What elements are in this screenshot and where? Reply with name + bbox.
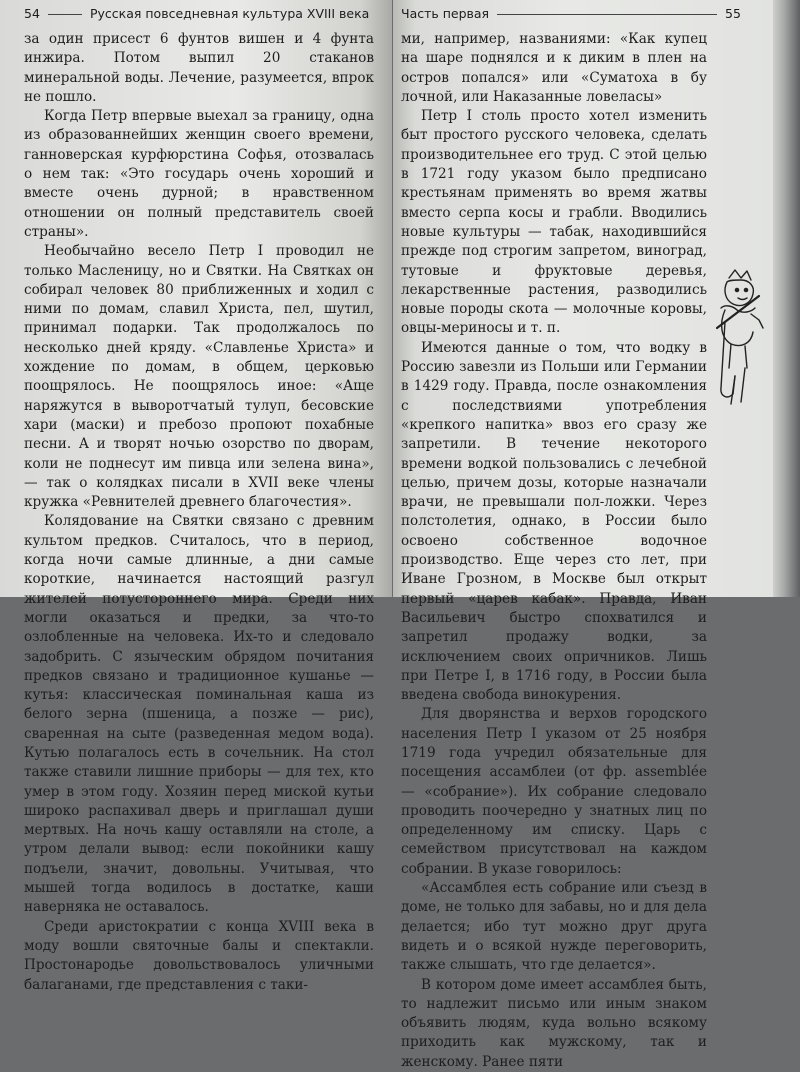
paragraph: Когда Петр впервые выехал за границу, одна из образованнейших женщин своего времени, ганноверская курфюрстина Софья, отозвалась о нем так: «Это государь очень хороший и вместе очень дурной; в нравственном отношении он полный представитель своей страны». [24,108,374,240]
paragraph: ми, например, названиями: «Как купец на шаре поднялся и к диким в плен на остров попался» или «Суматоха в бу лочной, или Наказанные ловеласы» [401,31,707,105]
paragraph: Для дворянства и верхов городского населения Петр I указом от 25 ноября 1719 года учредил обязательные для посещения ассамблеи (от фр. assemblée — «собрание»). Их собрание следовало проводить поочередно у знатных лиц по определенному им списку. Царь с семейством присутствовал на каждом собрании. В указе говорилось: [401,706,707,877]
header-rule [48,14,82,15]
right-page-text [401,30,707,1072]
paragraph: Петр I столь просто хотел изменить быт простого русского человека, сделать производительнее его труд. С этой целью в 1721 году указом было предписано крестьянам применять во время жатвы вместо серпа косы и грабли. Вводились новые культуры — табак, находившийся прежде под строгим запретом, виноград, тутовые и фруктовые деревья, лекарственные растения, разводились новые породы скота — молочные коровы, овцы-мериносы и т. п. [401,108,707,337]
paragraph: Среди аристократии с конца XVIII века в моду вошли святочные балы и спектакли. Простонародье довольствовалось уличными балаганами, где представления с таки- [24,918,374,993]
paragraph: Необычайно весело Петр I проводил не только Масленицу, но и Святки. На Святках он собирал человек 80 приближенных и ходил с ними по домам, славил Христа, пел, шутил, принимал подарки. Так продолжалось по несколько дней кряду. «Славленье Христа» и хождение по домам, в общем, церковью поощрялось. Не поощрялось иное: «Аще наряжутся в выворотчатый тулуп, бесовские хари (маски) и пребозо пропоют похабные песни. А и творят ночью озорство по дворам, коли не поднесут им пивца или зелена вина», — так о колядках писали в XVII веке члены кружка «Ревнителей древнего благочестия». [24,243,374,511]
left-page-header [24,4,372,24]
left-page [0,0,392,993]
paragraph: «Ассамблея есть собрание или съезд в доме, не только для забавы, но и для дела делается; ибо тут можно друг друга видеть и о всякой нужде переговорить, также слышать, что где делается». [401,880,707,974]
header-rule [497,14,717,15]
left-page-text [24,30,374,995]
right-page-number: 55 [725,6,741,21]
book-edge [773,0,800,597]
right-page [393,0,773,1070]
left-running-head: Русская повседневная культура XVIII века [90,6,370,21]
paragraph: Имеются данные о том, что водку в Россию завезли из Польши или Германии в 1429 году. Правда, после ознакомления с последствиями употребления «крепкого напитка» ввоз его сразу же запретили. В течение некоторого времени водкой пользовались с лечебной целью, причем дозы, которые назначали врачи, не превышали пол-ложки. Через полстолетия, однако, в России было освоено собственное водочное производство. Еще через сто лет, при Иване Грозном, в Москве был открыт первый «царев кабак». Правда, Иван Васильевич быстро спохватился и запретил продажу водки, за исключением своих опричников. Лишь при Петре I, в 1716 году, в России была введена свобода винокурения. [401,339,707,704]
right-page-header [401,4,751,24]
soldier-with-musket-illustration [711,268,769,408]
paragraph: Колядование на Святки связано с древним культом предков. Считалось, что в период, когда ночи самые длинные, а дни самые короткие, начинается настоящий разгул жителей потустороннего мира. Среди них могли оказаться и предки, за что-то озлобленные на человека. Их-то и следовало задобрить. С языческим обрядом почитания предков связано и традиционное кушанье — кутья: классическая поминальная каша из белого зерна (пшеница, а позже — рис), сваренная на сыте (разведенная медом вода). Кутью полагалось есть в сочельник. На стол также ставили лишние приборы — для тех, кто умер в этом году. Хозяин перед миской кутьи широко распахивал дверь и приглашал души мертвых. На ночь кашу оставляли на столе, а утром делали вывод: если покойники кашу подъели, значит, довольны. Учитывая, что мышей тогда водилось в достатке, каши наверняка не оставалось. [24,513,374,916]
right-running-head: Часть первая [401,6,490,21]
paragraph: за один присест 6 фунтов вишен и 4 фунта инжира. Потом выпил 20 стаканов минеральной воды. Лечение, разумеется, впрок не пошло. [24,31,374,105]
paragraph: В котором доме имеет ассамблея быть, то надлежит письмо или иным знаком объявить людям, куда вольно всякому приходить как мужскому, так и женскому. Ранее пяти [401,976,707,1070]
left-page-number: 54 [24,6,40,21]
